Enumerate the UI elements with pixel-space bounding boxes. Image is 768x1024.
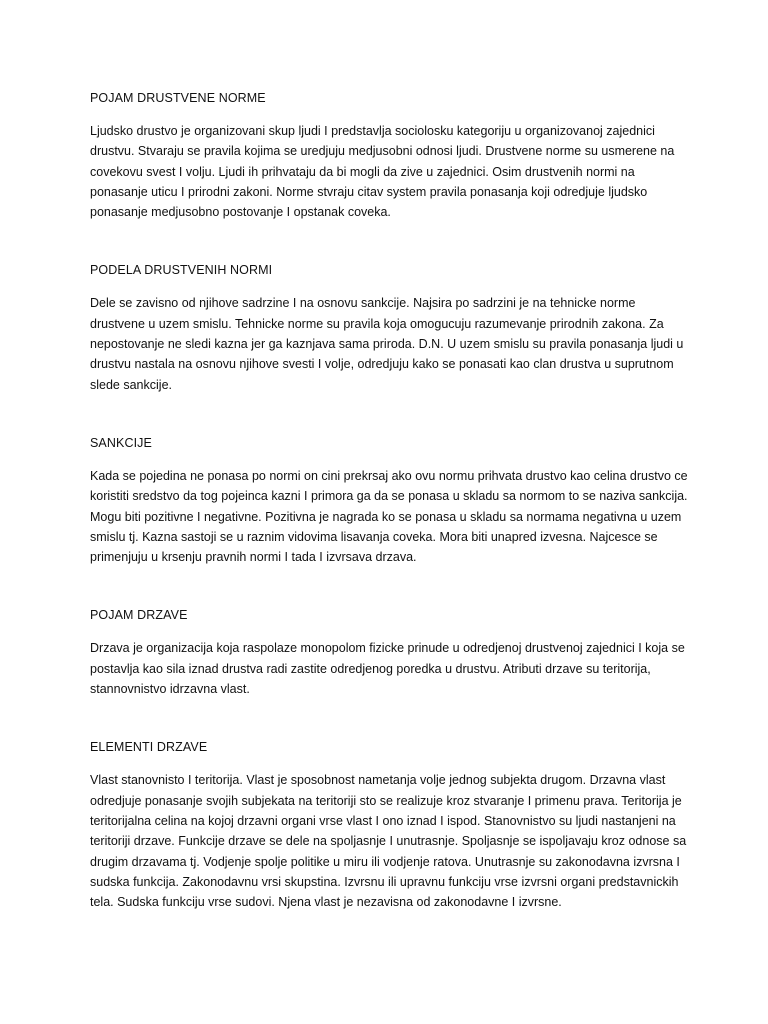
- section-heading: SANKCIJE: [90, 435, 152, 450]
- section-spacer: [90, 395, 690, 433]
- section-paragraph: Dele se zavisno od njihove sadrzine I na osnovu sankcije. Najsira po sadrzini je na tehnicke norme drustvene u uzem smislu. Tehnicke norme su pravila koja omogucuju razumevanje prirodnih zakona. Za nepostovanje ne sledi kazna jer ga kaznjava sama priroda. D.N. U uzem smislu su pravila ponasanja ljudi u drustvu nastala na osnovu njihove svesti I volje, odredjuju kako se ponasati kao clan drustva u suprutnom slede sankcije.: [90, 296, 684, 392]
- document-page: [90, 88, 690, 912]
- section-spacer: [90, 567, 690, 605]
- section-heading: POJAM DRUSTVENE NORME: [90, 91, 266, 105]
- section-podela-drustvenih-normi: [90, 260, 690, 394]
- section-spacer: [90, 222, 690, 260]
- section-elementi-drzave: [90, 737, 690, 912]
- section-paragraph: Drzava je organizacija koja raspolaze monopolom fizicke prinude u odredjenoj drustvenoj zajednici I koja se postavlja kao sila iznad drustva radi zastite odredjenog poredka u drustvu. Atributi drzave su teritorija, stannovnistvo idrzavna vlast.: [90, 641, 685, 697]
- section-heading: POJAM DRZAVE: [90, 608, 188, 623]
- section-spacer: [90, 699, 690, 737]
- section-sankcije: [90, 433, 690, 567]
- section-heading: ELEMENTI DRZAVE: [90, 740, 208, 755]
- section-paragraph: Kada se pojedina ne ponasa po normi on cini prekrsaj ako ovu normu prihvata drustvo kao celina drustvo ce koristiti sredstvo da tog pojeinca kazni I primora ga da se ponasa u skladu sa normom to se naziva sankcija. Mogu biti pozitivne I negativne. Pozitivna je nagrada ko se ponasa u skladu sa normama negativna u uzem smislu tj. Kazna sastoji se u raznim vidovima lisavanja coveka. Mora biti unapred izvesna. Najcesce se primenjuju u krsenju pravnih normi I tada I izvrsava drzava.: [90, 468, 688, 565]
- section-paragraph: Vlast stanovnisto I teritorija. Vlast je sposobnost nametanja volje jednog subjekta drugom. Drzavna vlast odredjuje ponasanje svojih subjekata na teritoriji sto se realizuje kroz stvaranje I primenu prava. Teritorija je teritorijalna celina na kojoj drzavni organi vrse vlast I ono iznad I ispod. Stanovnistvo su ljudi nastanjeni na teritoriji drzave. Funkcije drzave se dele na spoljasnje I unutrasnje. Spoljasnje se ispoljavaju kroz odnose sa drugim drzavama tj. Vodjenje spolje politike u miru ili vodjenje ratova. Unutrasnje su zakonodavna izvrsna I sudska funkcija. Zakonodavnu vrsi skupstina. Izvrsnu ili upravnu funkciju vrse izvrsni organi predstavnickih tela. Sudska funkciju vrse sudovi. Njena vlast je nezavisna od zakonodavne I izvrsne.: [90, 773, 687, 910]
- section-pojam-drzave: [90, 605, 690, 699]
- section-pojam-drustvene-norme: [90, 88, 690, 222]
- section-paragraph: Ljudsko drustvo je organizovani skup ljudi I predstavlja sociolosku kategoriju u organizovanoj zajednici drustvu. Stvaraju se pravila kojima se uredjuju medjusobni odnosi ljudi. Drustvene norme su usmerene na covekovu svest I volju. Ljudi ih prihvataju da bi mogli da zive u zajednici. Osim drustvenih normi na ponasanje uticu I prirodni zakoni. Norme stvraju citav system pravila ponasanja koji odredjuje ljudsko ponasanje medjusobno postovanje I opstanak coveka.: [90, 124, 675, 220]
- section-heading: PODELA DRUSTVENIH NORMI: [90, 263, 273, 278]
